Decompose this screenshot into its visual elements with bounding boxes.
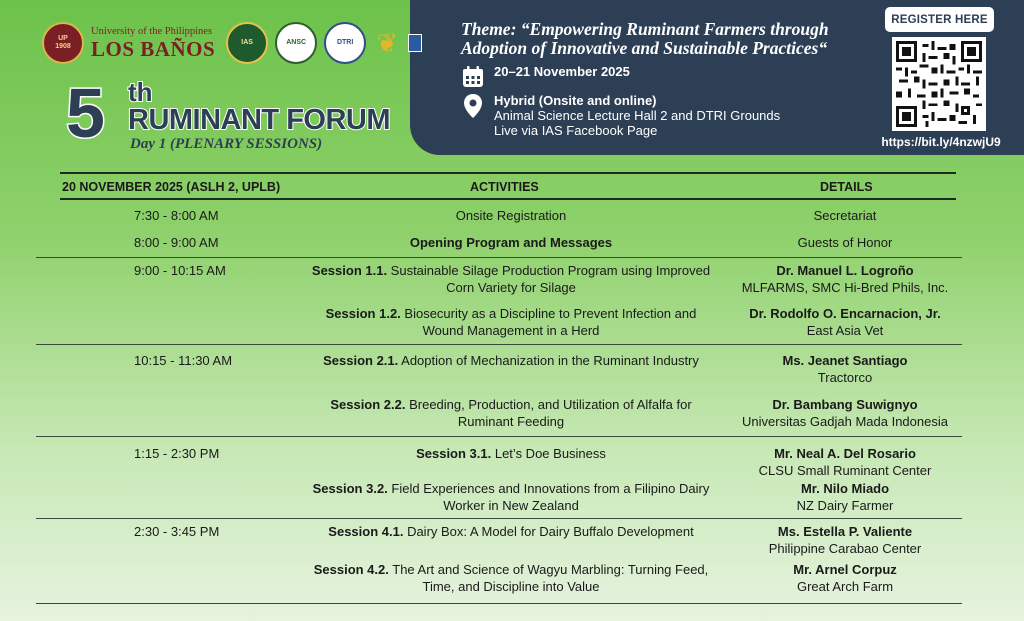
row-activity: Session 4.1. Dairy Box: A Model for Dairy Buffalo Development bbox=[328, 524, 694, 539]
row-activity: Session 2.1. Adoption of Mechanization in the Ruminant Industry bbox=[323, 353, 699, 368]
register-link[interactable]: https://bit.ly/4nzwjU9 bbox=[881, 135, 1001, 149]
row-time: 1:15 - 2:30 PM bbox=[134, 446, 220, 461]
row-activity: Session 4.2. The Art and Science of Wagyu Marbling: Turning Feed, Time, and Discipline into Value bbox=[313, 562, 709, 594]
row-details: Dr. Rodolfo O. Encarnacion, Jr. East Asia Vet bbox=[749, 306, 941, 338]
up-seal-icon: UP 1908 bbox=[42, 22, 84, 64]
row-time: 2:30 - 3:45 PM bbox=[134, 524, 220, 539]
theme-text: Theme: “Empowering Ruminant Farmers through Adoption of Innovative and Sustainable Practices“ bbox=[461, 19, 829, 58]
university-name-small: University of the Philippines bbox=[91, 26, 213, 37]
section-divider bbox=[36, 603, 962, 604]
row-time: 9:00 - 10:15 AM bbox=[134, 263, 226, 278]
section-divider bbox=[36, 518, 962, 519]
agriculture-leaf-icon: ❦ bbox=[376, 28, 399, 58]
venue-line-2: Live via IAS Facebook Page bbox=[494, 123, 658, 138]
event-date: 20–21 November 2025 bbox=[494, 64, 630, 79]
row-details: Dr. Bambang Suwignyo Universitas Gadjah Mada Indonesia bbox=[742, 397, 948, 429]
calendar-icon bbox=[461, 64, 485, 90]
date-info bbox=[461, 64, 630, 90]
header-activities: ACTIVITIES bbox=[470, 180, 539, 194]
venue-title: Hybrid (Onsite and online) bbox=[494, 93, 657, 108]
register-button[interactable]: REGISTER HERE bbox=[885, 7, 994, 32]
row-details: Dr. Manuel L. Logroño MLFARMS, SMC Hi-Bred Phils, Inc. bbox=[741, 263, 949, 295]
section-divider bbox=[36, 344, 962, 345]
header bbox=[0, 0, 1024, 160]
university-name bbox=[91, 26, 215, 60]
table-header bbox=[60, 172, 956, 200]
section-divider bbox=[36, 257, 962, 258]
row-activity: Onsite Registration bbox=[455, 208, 567, 223]
row-details: Ms. Estella P. Valiente Philippine Carabao Center bbox=[768, 524, 922, 556]
edition-suffix: th bbox=[128, 77, 153, 107]
row-details: Mr. Arnel Corpuz Great Arch Farm bbox=[793, 562, 897, 594]
row-time: 8:00 - 9:00 AM bbox=[134, 235, 219, 250]
header-date-venue: 20 NOVEMBER 2025 (ASLH 2, UPLB) bbox=[62, 180, 281, 194]
row-activity: Session 1.1. Sustainable Silage Production Program using Improved Corn Variety for Silage bbox=[311, 263, 711, 295]
section-divider bbox=[36, 436, 962, 437]
edition-number: 5 bbox=[66, 74, 105, 152]
row-details: Mr. Neal A. Del Rosario CLSU Small Ruminant Center bbox=[758, 446, 932, 478]
venue-line-1: Animal Science Lecture Hall 2 and DTRI Grounds bbox=[494, 108, 781, 123]
venue-text bbox=[494, 93, 780, 138]
qr-code-icon[interactable] bbox=[892, 37, 986, 131]
row-details: Guests of Honor bbox=[797, 235, 893, 250]
square-emblem-icon bbox=[408, 34, 422, 52]
row-activity: Session 1.2. Biosecurity as a Discipline to Prevent Infection and Wound Management in a Herd bbox=[325, 306, 697, 338]
ias-seal-icon: IAS bbox=[226, 22, 268, 64]
header-details: DETAILS bbox=[820, 180, 873, 194]
university-name-big: LOS BAÑOS bbox=[91, 37, 216, 61]
row-details: Mr. Nilo Miado NZ Dairy Farmer bbox=[796, 481, 894, 513]
forum-title: RUMINANT FORUM bbox=[128, 104, 391, 136]
row-activity: Session 3.2. Field Experiences and Innovations from a Filipino Dairy Worker in New Zealand bbox=[312, 481, 710, 513]
venue-info bbox=[461, 93, 780, 138]
row-time: 10:15 - 11:30 AM bbox=[134, 353, 233, 368]
schedule-table bbox=[60, 172, 956, 594]
row-activity: Session 2.2. Breeding, Production, and Utilization of Alfalfa for Ruminant Feeding bbox=[330, 397, 692, 429]
row-details: Secretariat bbox=[813, 208, 877, 223]
row-details: Ms. Jeanet Santiago Tractorco bbox=[782, 353, 908, 385]
row-activity: Session 3.1. Let’s Doe Business bbox=[416, 446, 606, 461]
location-pin-icon bbox=[461, 93, 485, 119]
row-activity: Opening Program and Messages bbox=[409, 235, 613, 250]
animal-science-seal-icon: ANSC bbox=[275, 22, 317, 64]
logo-strip bbox=[42, 22, 422, 64]
day-subtitle: Day 1 (PLENARY SESSIONS) bbox=[130, 136, 323, 152]
row-time: 7:30 - 8:00 AM bbox=[134, 208, 219, 223]
dtri-seal-icon: DTRI bbox=[324, 22, 366, 64]
